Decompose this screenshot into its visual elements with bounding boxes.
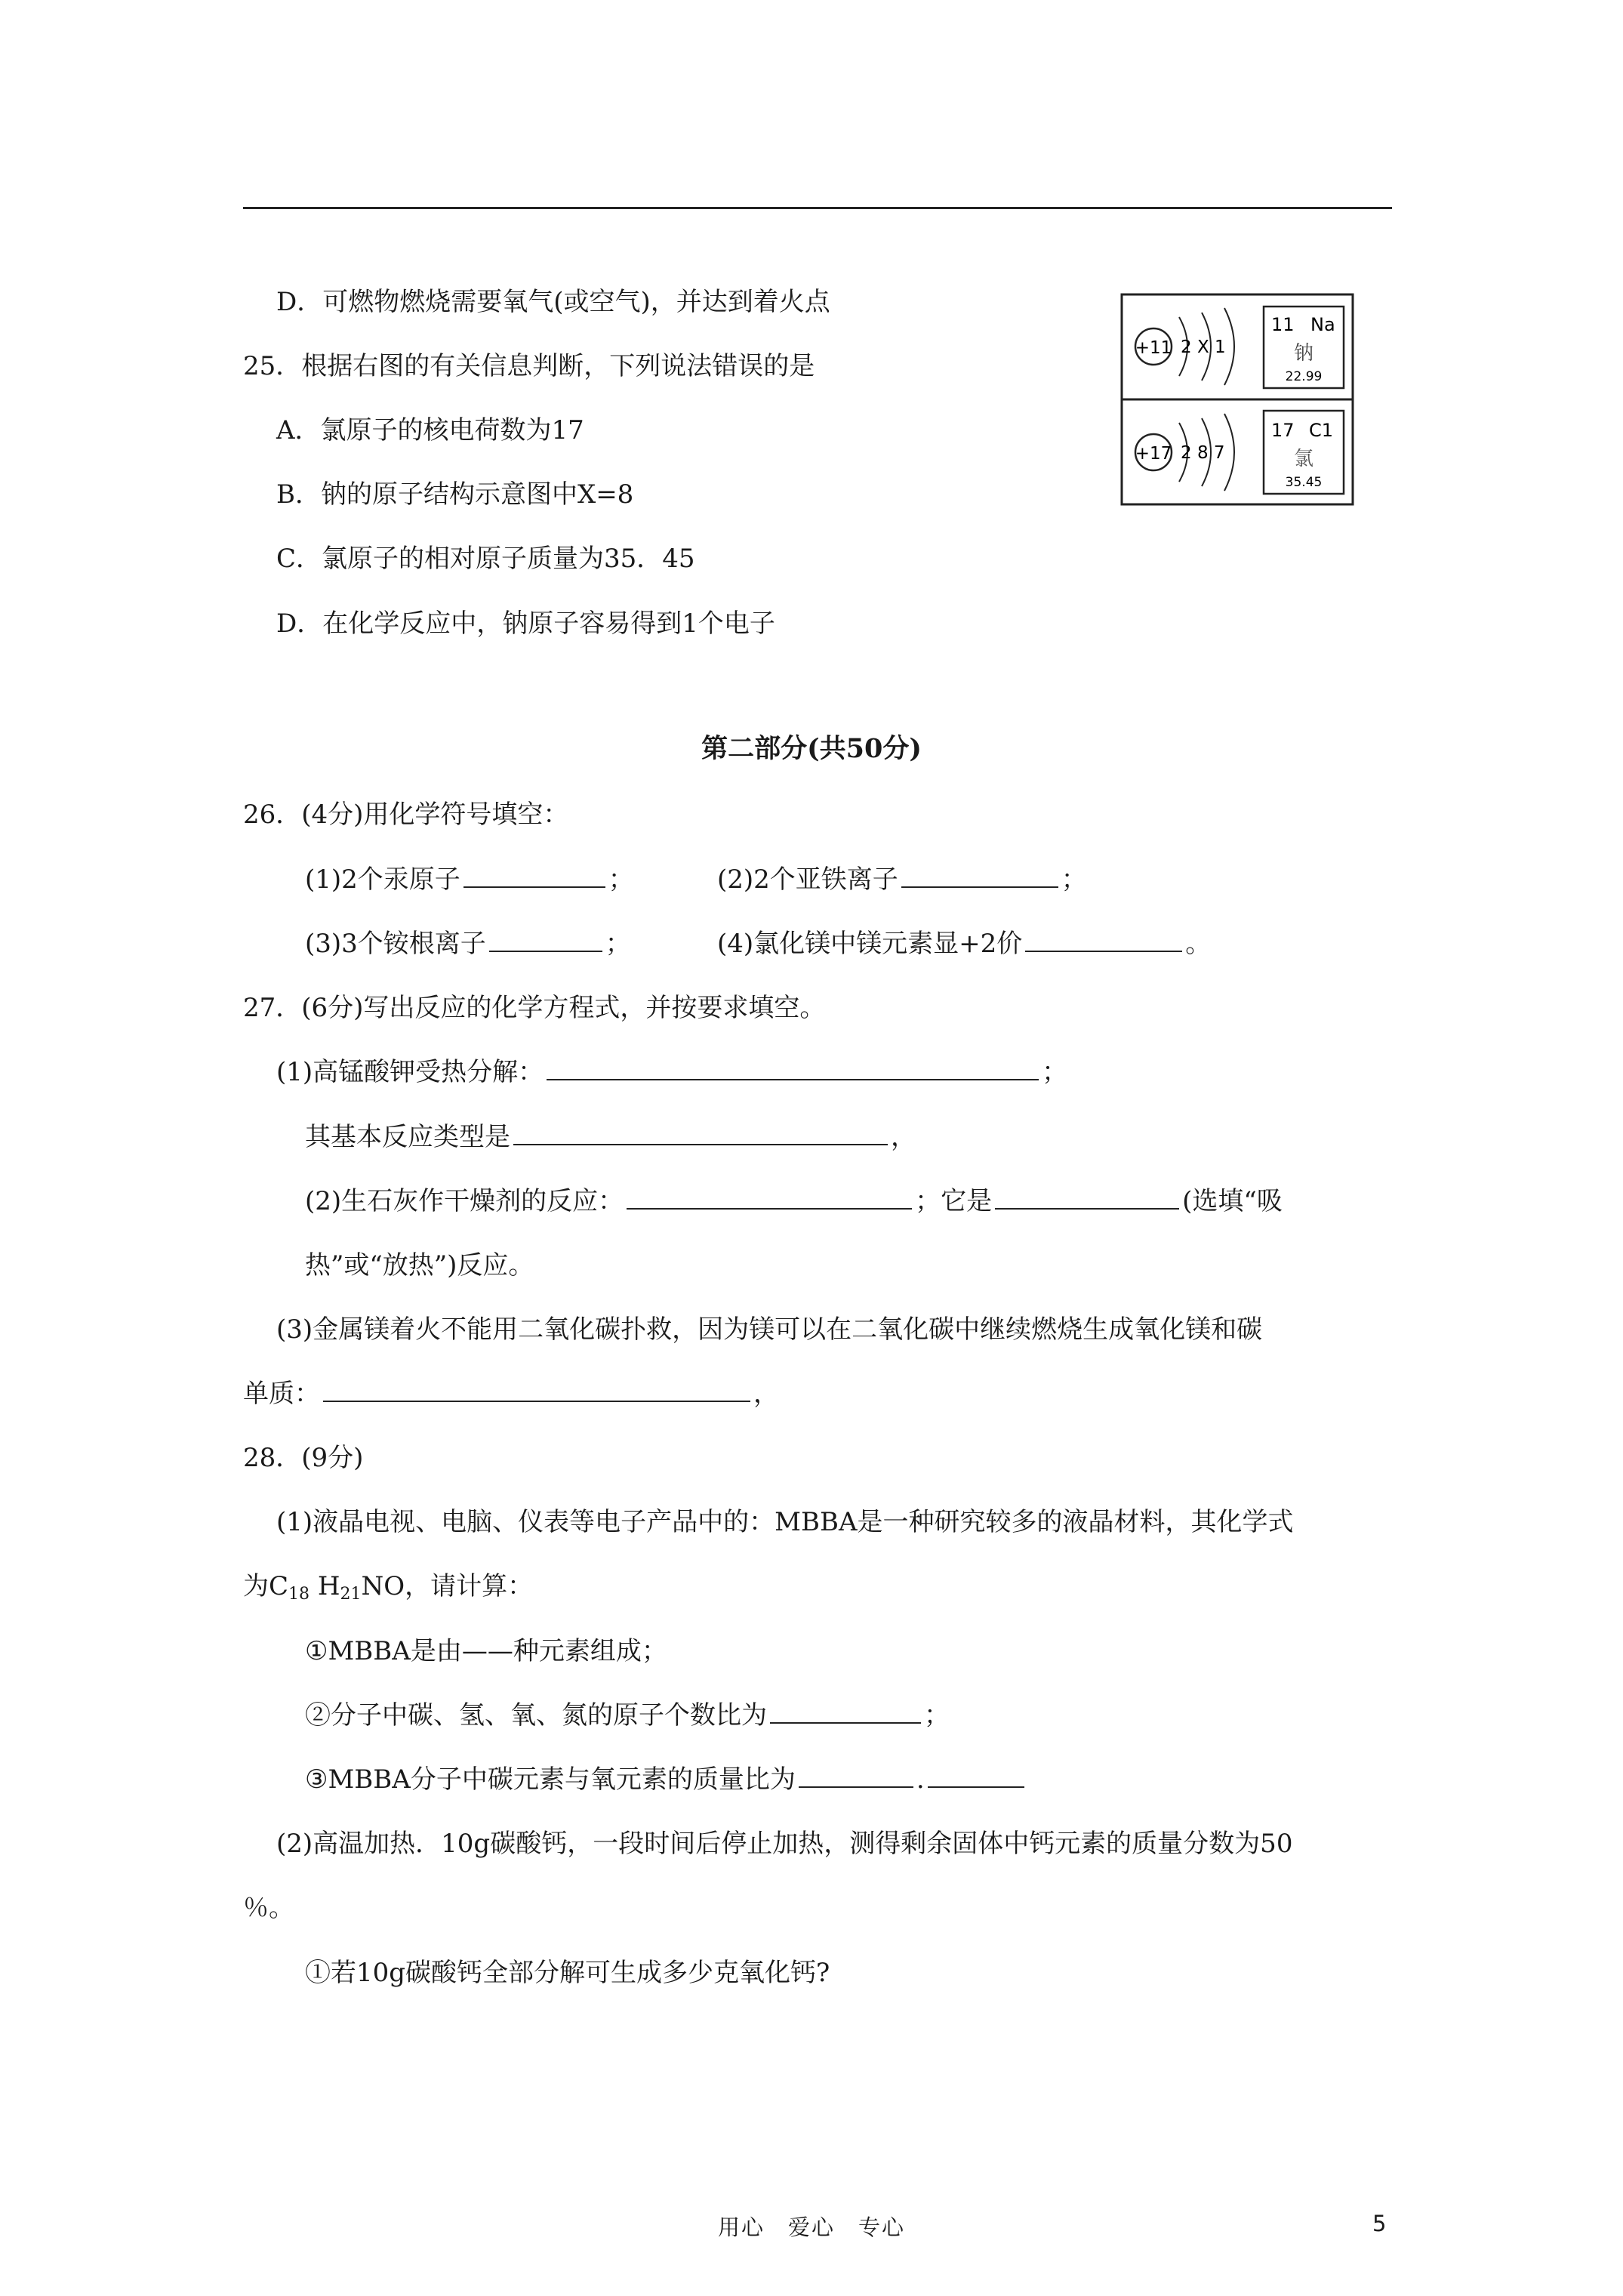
q26-item-1 xyxy=(305,863,634,896)
sodium-atomic-number: 11 xyxy=(1271,314,1295,335)
q28-part-1: (1)液晶电视、电脑、仪表等电子产品中的：MBBA是一种研究较多的液晶材料，其化学式 xyxy=(276,1507,1294,1537)
q27-stem: 27．(6分)写出反应的化学方程式，并按要求填空。 xyxy=(243,993,826,1023)
q27-part-1 xyxy=(276,1056,1067,1089)
q28-part-2: (2)高温加热．10g碳酸钙，一段时间后停止加热，测得剩余固体中钙元素的质量分数为50 xyxy=(276,1829,1293,1859)
q28-sub-3-text: ③MBBA分子中碳元素与氧元素的质量比为 xyxy=(305,1764,796,1795)
sodium-symbol: Na xyxy=(1310,314,1335,335)
chlorine-diagram xyxy=(1135,411,1344,494)
q26-item-4-text: (4)氯化镁中镁元素显+2价 xyxy=(717,929,1023,959)
q28-sub-2-blank[interactable] xyxy=(770,1700,921,1724)
sodium-atomic-mass: 22.99 xyxy=(1285,369,1323,384)
chlorine-atomic-mass: 35.45 xyxy=(1285,475,1323,490)
q27-part-1-type-blank[interactable] xyxy=(513,1121,888,1145)
q28-formula-sub-18: 18 xyxy=(288,1585,310,1604)
chlorine-nucleus-charge: +17 xyxy=(1135,444,1172,464)
q26-item-2 xyxy=(717,863,1087,896)
q26-item-2-blank[interactable] xyxy=(901,864,1058,888)
q27-part-3-blank[interactable] xyxy=(323,1378,750,1402)
chlorine-atomic-number: 17 xyxy=(1271,420,1295,441)
q27-part-3-punct: ， xyxy=(753,1379,779,1409)
q25-option-a: A．氯原子的核电荷数为17 xyxy=(276,415,584,445)
q25-stem: 25．根据右图的有关信息判断，下列说法错误的是 xyxy=(243,351,815,381)
q27-part-2-heat-blank[interactable] xyxy=(995,1185,1179,1210)
q28-formula-post: NO，请计算： xyxy=(361,1571,534,1601)
q28-formula-line xyxy=(243,1570,533,1611)
q25-option-c: C．氯原子的相对原子质量为35．45 xyxy=(276,544,695,574)
header-rule xyxy=(243,207,1392,209)
q28-part-2-cont: ％。 xyxy=(243,1893,294,1923)
q27-part-1-type-punct: ， xyxy=(891,1122,916,1152)
sodium-shell-electrons: 2 X 1 xyxy=(1181,337,1226,357)
q28-formula-h: H xyxy=(310,1571,340,1601)
q28-sub-2 xyxy=(305,1699,950,1732)
q27-part-2-mid: ；它是 xyxy=(915,1186,993,1216)
sodium-nucleus-charge: +11 xyxy=(1135,338,1172,358)
chlorine-name: 氯 xyxy=(1293,448,1314,470)
q26-item-2-punct: ； xyxy=(1061,864,1087,895)
chlorine-shell-arc xyxy=(1224,414,1234,491)
q26-item-3 xyxy=(305,927,631,960)
chlorine-symbol: C1 xyxy=(1309,420,1334,441)
q25-option-b: B．钠的原子结构示意图中X=8 xyxy=(276,479,634,510)
q26-item-1-blank[interactable] xyxy=(463,864,605,888)
q27-part-1-type xyxy=(305,1120,916,1154)
q28-sub-2-text: ②分子中碳、氢、氧、氮的原子个数比为 xyxy=(305,1700,767,1730)
q28-sub-3 xyxy=(305,1763,1027,1796)
q27-part-1-type-text: 其基本反应类型是 xyxy=(305,1122,510,1152)
q28-sub-2-punct: ； xyxy=(924,1700,950,1730)
sodium-diagram xyxy=(1135,307,1344,388)
chlorine-shell-electrons: 2 8 7 xyxy=(1181,443,1225,463)
atom-structure-figure xyxy=(1120,293,1354,506)
q28-formula-sub-21: 21 xyxy=(340,1585,362,1604)
q28-formula-c: 为C xyxy=(243,1571,289,1601)
q27-part-2 xyxy=(305,1185,1283,1218)
q26-item-4-blank[interactable] xyxy=(1025,928,1182,952)
q26-item-3-blank[interactable] xyxy=(489,928,602,952)
q26-item-3-punct: ； xyxy=(605,929,631,959)
part-two-title: 第二部分(共50分) xyxy=(701,733,922,764)
q26-item-1-punct: ； xyxy=(608,864,634,895)
q24-option-d: D．可燃物燃烧需要氧气(或空气)，并达到着火点 xyxy=(276,287,830,317)
q27-part-1-punct: ； xyxy=(1042,1057,1068,1087)
q27-part-3: (3)金属镁着火不能用二氧化碳扑救，因为镁可以在二氧化碳中继续燃烧生成氧化镁和碳 xyxy=(276,1314,1263,1345)
q26-item-4-punct: 。 xyxy=(1185,929,1212,959)
q28-sub-4: ①若10g碳酸钙全部分解可生成多少克氧化钙? xyxy=(305,1958,830,1988)
q28-sub-3-blank-1[interactable] xyxy=(799,1764,913,1788)
q26-item-2-text: (2)2个亚铁离子 xyxy=(717,864,898,895)
q26-stem: 26．(4分)用化学符号填空： xyxy=(243,800,569,830)
q27-part-2-blank[interactable] xyxy=(627,1185,912,1210)
sodium-shell-arc xyxy=(1224,308,1234,385)
q26-item-3-text: (3)3个铵根离子 xyxy=(305,929,486,959)
q27-part-3-cont xyxy=(243,1377,779,1410)
q25-option-d: D．在化学反应中，钠原子容易得到1个电子 xyxy=(276,609,775,639)
q28-sub-3-blank-2[interactable] xyxy=(928,1764,1024,1788)
q28-sub-1: ①MBBA是由——种元素组成； xyxy=(305,1636,667,1666)
q28-stem: 28．(9分) xyxy=(243,1443,364,1473)
q27-part-2-text: (2)生石灰作干燥剂的反应： xyxy=(305,1186,624,1216)
q26-item-4 xyxy=(717,927,1211,960)
q27-part-1-blank[interactable] xyxy=(547,1056,1039,1080)
q28-sub-3-dot: . xyxy=(916,1764,925,1795)
q27-part-2-tail: (选填“吸 xyxy=(1182,1186,1283,1216)
q27-part-1-text: (1)高锰酸钾受热分解： xyxy=(276,1057,544,1087)
sodium-name: 钠 xyxy=(1293,342,1314,365)
q27-part-2-cont: 热”或“放热”)反应。 xyxy=(305,1250,534,1281)
q26-item-1-text: (1)2个汞原子 xyxy=(305,864,460,895)
page-number: 5 xyxy=(1372,2211,1387,2236)
q27-part-3-cont-text: 单质： xyxy=(243,1379,320,1409)
page-footer: 用心 爱心 专心 xyxy=(717,2214,905,2240)
